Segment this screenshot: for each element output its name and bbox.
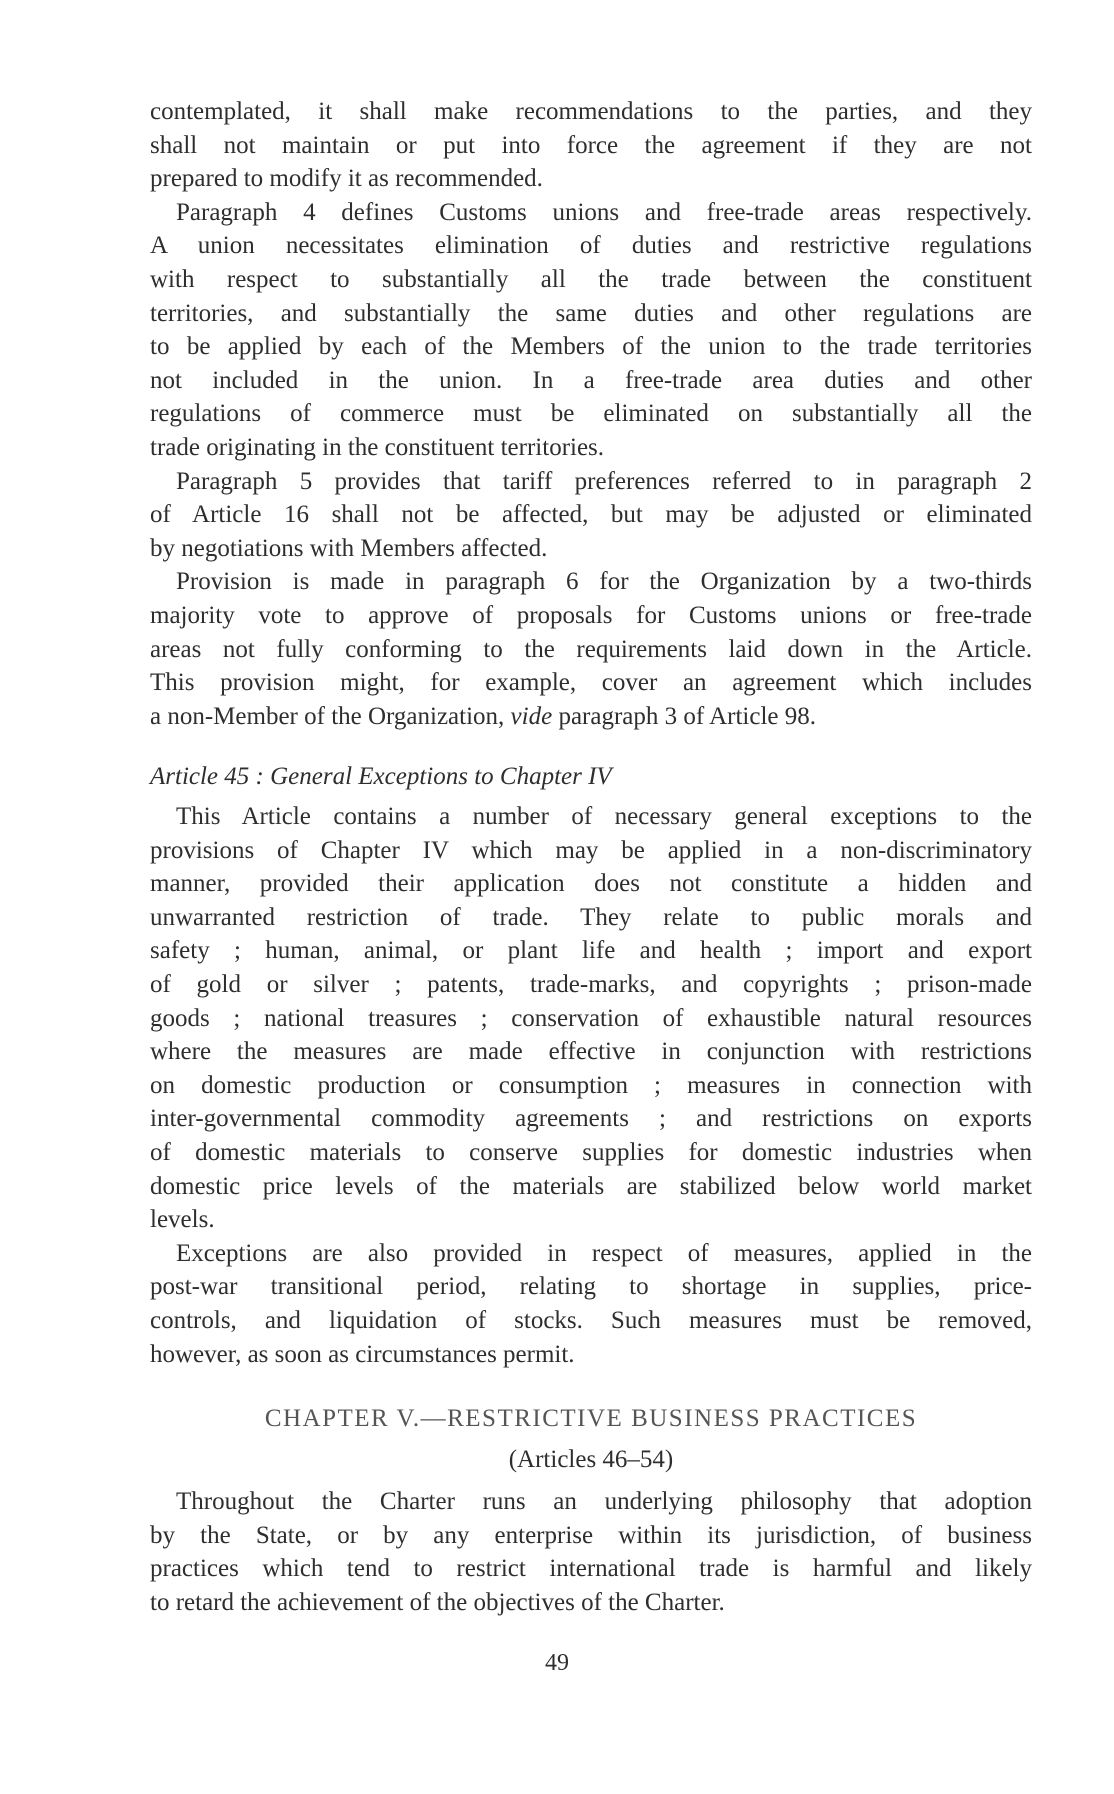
- text-line: on domestic production or consumption ; measures in connection with: [150, 1071, 1032, 1099]
- text-line: territories, and substantially the same duties and other regulations are: [150, 299, 1032, 327]
- text-line: trade originating in the constituent territories.: [150, 433, 605, 461]
- text-line: post-war transitional period, relating to shortage in supplies, price-: [150, 1273, 1032, 1301]
- text-line: unwarranted restriction of trade. They relate to public morals and: [150, 903, 1032, 931]
- text-block-chapter-5: [150, 1485, 1032, 1619]
- text-line: This provision might, for example, cover an agreement which includes: [150, 669, 1032, 697]
- text-line: to retard the achievement of the objectives of the Charter.: [150, 1588, 725, 1616]
- text-line: of Article 16 shall not be affected, but may be adjusted or eliminated: [150, 501, 1032, 529]
- text-line: Exceptions are also provided in respect of measures, applied in the: [176, 1239, 1032, 1267]
- text-line: controls, and liquidation of stocks. Such measures must be removed,: [150, 1306, 1032, 1334]
- italic-term: vide: [510, 702, 553, 730]
- text-line: inter-governmental commodity agreements ; and restrictions on exports: [150, 1105, 1032, 1133]
- text-line: by negotiations with Members affected.: [150, 534, 548, 562]
- chapter-subtitle: (Articles 46–54): [508, 1446, 674, 1473]
- paragraph: [150, 1485, 1032, 1619]
- paragraph: [150, 800, 1032, 1237]
- text-block-article-45: [150, 800, 1032, 1371]
- text-line: provisions of Chapter IV which may be applied in a non-discriminatory: [150, 836, 1032, 864]
- chapter-title: CHAPTER V.—RESTRICTIVE BUSINESS PRACTICES: [264, 1405, 918, 1432]
- text-segment: a non-Member of the Organization,: [150, 702, 511, 730]
- text-line: Throughout the Charter runs an underlying philosophy that adoption: [176, 1488, 1032, 1515]
- text-line: Paragraph 4 defines Customs unions and free-trade areas respectively.: [176, 198, 1032, 226]
- text-line: prepared to modify it as recommended.: [150, 165, 543, 193]
- text-line: This Article contains a number of necessary general exceptions to the: [176, 803, 1032, 830]
- text-line: levels.: [150, 1206, 215, 1234]
- text-line: where the measures are made effective in conjunction with restrictions: [150, 1038, 1032, 1066]
- article-heading: Article 45 : General Exceptions to Chapter IV: [150, 763, 612, 790]
- text-line: by the State, or by any enterprise within its jurisdiction, of business: [150, 1521, 1032, 1549]
- paragraph: [150, 465, 1032, 566]
- text-line: goods ; national treasures ; conservation of exhaustible natural resources: [150, 1004, 1032, 1032]
- text-line: contemplated, it shall make recommendations to the parties, and they: [150, 98, 1032, 125]
- paragraph: [150, 1237, 1032, 1371]
- text-line: of gold or silver ; patents, trade-marks, and copyrights ; prison-made: [150, 970, 1032, 998]
- text-line: domestic price levels of the materials are stabilized below world market: [150, 1172, 1032, 1200]
- text-line: A union necessitates elimination of duties and restrictive regulations: [150, 232, 1032, 260]
- text-block-top: [150, 95, 1032, 733]
- text-line: regulations of commerce must be eliminated on substantially all the: [150, 400, 1032, 428]
- paragraph: [150, 565, 1032, 733]
- text-line: not included in the union. In a free-trade area duties and other: [150, 366, 1032, 394]
- text-line: majority vote to approve of proposals for Customs unions or free-trade: [150, 601, 1032, 629]
- text-line: shall not maintain or put into force the agreement if they are not: [150, 131, 1032, 159]
- text-line: practices which tend to restrict international trade is harmful and likely: [150, 1555, 1032, 1583]
- text-line: manner, provided their application does not constitute a hidden and: [150, 870, 1032, 898]
- text-line: safety ; human, animal, or plant life and health ; import and export: [150, 937, 1032, 965]
- text-line: to be applied by each of the Members of the union to the trade territories: [150, 333, 1032, 361]
- text-line: with respect to substantially all the trade between the constituent: [150, 265, 1032, 293]
- text-line: areas not fully conforming to the requirements laid down in the Article.: [150, 635, 1032, 663]
- text-line: [150, 700, 1032, 734]
- text-line: however, as soon as circumstances permit.: [150, 1340, 575, 1368]
- text-segment: paragraph 3 of Article 98.: [552, 702, 816, 730]
- paragraph: [150, 95, 1032, 196]
- text-line: of domestic materials to conserve supplies for domestic industries when: [150, 1138, 1032, 1166]
- text-line: Provision is made in paragraph 6 for the Organization by a two-thirds: [176, 568, 1032, 596]
- page-number: 49: [545, 1650, 569, 1676]
- text-line: Paragraph 5 provides that tariff preferences referred to in paragraph 2: [176, 467, 1032, 495]
- paragraph: [150, 196, 1032, 465]
